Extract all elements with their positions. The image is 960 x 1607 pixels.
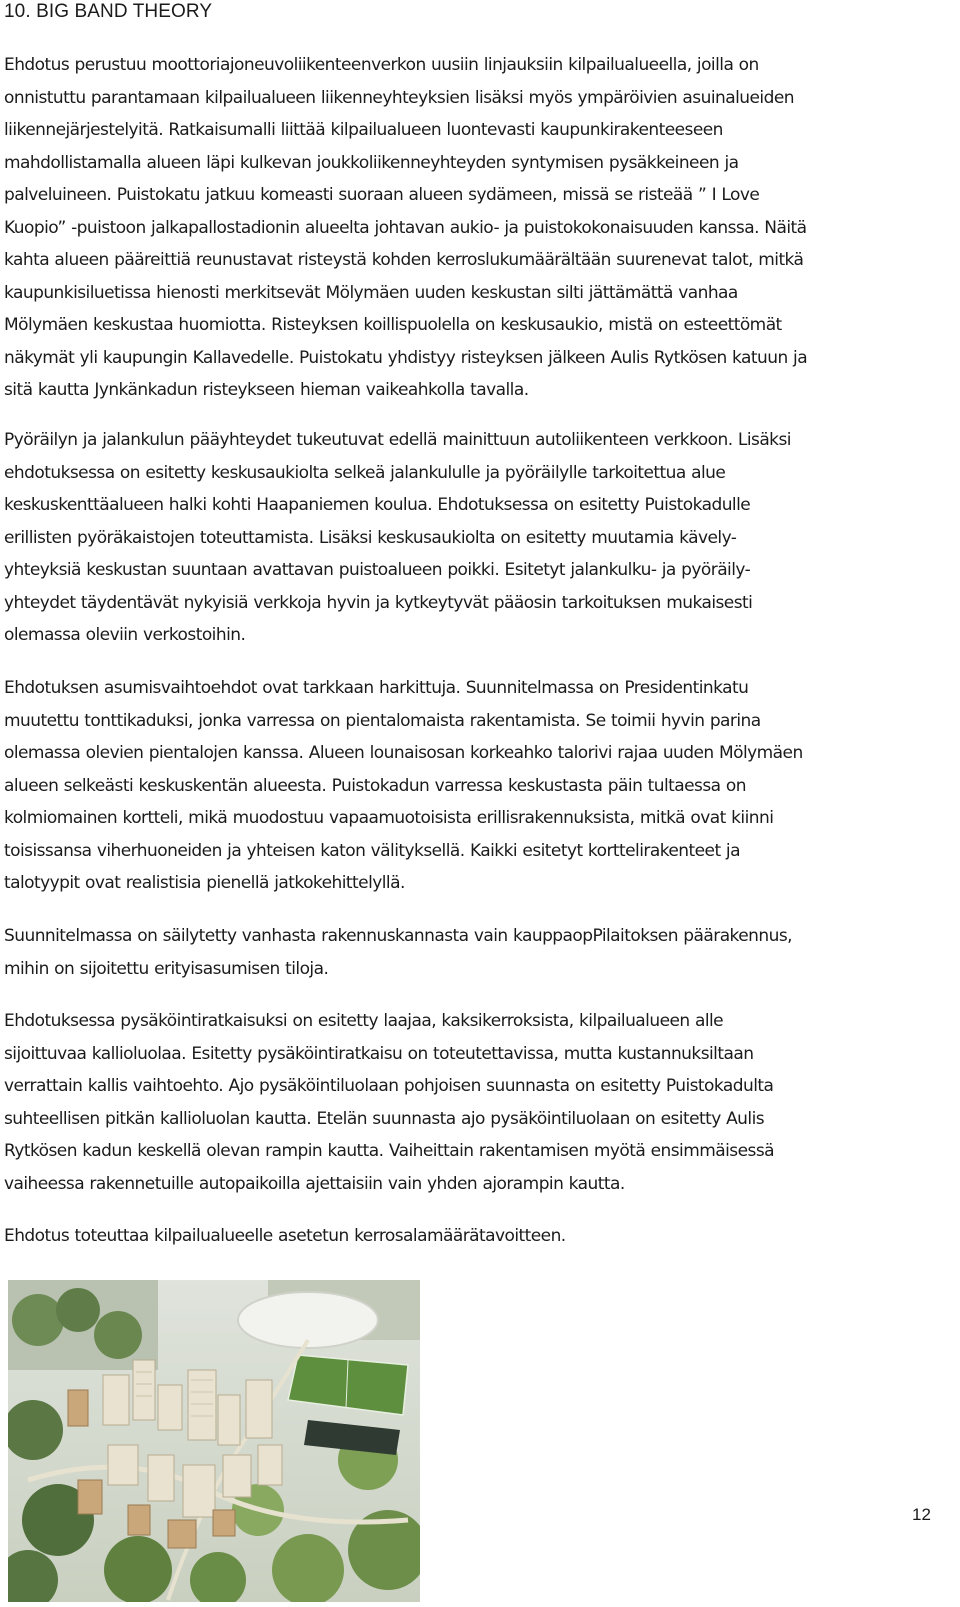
- paragraph-housing: [4, 672, 944, 900]
- text-line: olemassa olevien pientalojen kanssa. Alueen lounaisosan korkeahko talorivi rajaa uuden Mölymäen: [4, 743, 803, 763]
- text-line: Kuopio” -puistoon jalkapallostadionin alueelta johtavan aukio- ja puistokokonaisuuden kanssa. Näitä: [4, 217, 807, 238]
- text-line: Suunnitelmassa on säilytetty vanhasta rakennuskannasta vain kauppaopPilaitoksen päärakennus,: [4, 926, 792, 946]
- text-line: Ehdotus perustuu moottoriajoneuvoliikenteenverkon uusiin linjauksiin kilpailualueella, joilla on: [4, 55, 759, 75]
- paragraph-cycling: [4, 424, 944, 652]
- text-line: mihin on sijoitettu erityisasumisen tiloja.: [4, 958, 329, 979]
- text-line: Ehdotus toteuttaa kilpailualueelle asetetun kerrosalamäärätavoitteen.: [4, 1226, 566, 1246]
- text-line: olemassa oleviin verkostoihin.: [4, 625, 246, 645]
- text-line: verrattain kallis vaihtoehto. Ajo pysäköintiluolaan pohjoisen suunnasta on esitetty Puistokadulta: [4, 1076, 774, 1096]
- text-line: mahdollistamalla alueen läpi kulkevan joukkoliikenneyhteyden syntymisen pysäkkeineen ja: [4, 152, 739, 173]
- text-line: suhteellisen pitkän kallioluolan kautta. Etelän suunnasta ajo pysäköintiluolaan on esitetty Aulis: [4, 1108, 765, 1129]
- page-number: 12: [912, 1505, 931, 1524]
- text-line: Rytkösen kadun keskellä olevan rampin kautta. Vaiheittain rakentamisen myötä ensimmäisessä: [4, 1141, 774, 1161]
- text-line: palveluineen. Puistokatu jatkuu komeasti suoraan alueen sydämeen, missä se risteää ” I Love: [4, 185, 760, 205]
- text-line: kahta alueen pääreittiä reunustavat risteystä kohden kerroslukumäärältään suurenevat talot, mitkä: [4, 250, 804, 270]
- text-line: näkymät yli kaupungin Kallavedelle. Puistokatu yhdistyy risteyksen jälkeen Aulis Rytkösen katuun ja: [4, 347, 808, 368]
- paragraph-traffic: [4, 49, 944, 407]
- text-line: erillisten pyöräkaistojen toteuttamista. Lisäksi keskusaukiolta on esitetty muutamia kävely-: [4, 527, 737, 548]
- aerial-rendering-graphic: [8, 1280, 420, 1602]
- text-line: talotyypit ovat realistisia pienellä jatkokehittelyllä.: [4, 873, 405, 893]
- text-line: Mölymäen keskustaa huomiotta. Risteyksen koillispuolella on keskusaukio, mistä on esteettömät: [4, 315, 782, 335]
- paragraph-preservation: [4, 920, 944, 985]
- paragraph-parking: [4, 1005, 944, 1200]
- text-line: onnistuttu parantamaan kilpailualueen liikenneyhteyksien lisäksi myös ympäröivien asuinalueiden: [4, 87, 794, 108]
- text-line: toisissansa viherhuoneiden ja yhteisen katon välityksellä. Kaikki esitetyt korttelirakenteet ja: [4, 840, 740, 861]
- text-line: Ehdotuksessa pysäköintiratkaisuksi on esitetty laajaa, kaksikerroksista, kilpailualueen alle: [4, 1011, 724, 1031]
- text-line: yhteydet täydentävät nykyisiä verkkoja hyvin ja kytkeytyvät pääosin tarkoituksen mukaisesti: [4, 592, 753, 613]
- text-line: ehdotuksessa on esitetty keskusaukiolta selkeä jalankululle ja pyöräilylle tarkoitettua alue: [4, 462, 726, 483]
- text-line: yhteyksiä keskustan suuntaan avattavan puistoalueen poikki. Esitetyt jalankulku- ja pyöräily-: [4, 560, 751, 580]
- section-heading: 10. BIG BAND THEORY: [4, 1, 213, 22]
- text-line: Pyöräilyn ja jalankulun pääyhteydet tukeutuvat edellä mainittuun autoliikenteen verkkoon. Lisäksi: [4, 430, 791, 450]
- paragraph-conclusion: [4, 1220, 944, 1253]
- text-line: alueen selkeästi keskuskentän alueesta. Puistokadun varressa keskustasta päin tultaessa on: [4, 775, 746, 796]
- text-line: liikennejärjestelyitä. Ratkaisumalli liittää kilpailualueen luontevasti kaupunkirakenteeseen: [4, 120, 723, 140]
- text-line: muutettu tonttikaduksi, jonka varressa on pientalomaista rakentamista. Se toimii hyvin parina: [4, 710, 761, 731]
- text-line: kolmiomainen kortteli, mikä muodostuu vapaamuotoisista erillisrakennuksista, mitkä ovat kiinni: [4, 808, 774, 828]
- aerial-rendering-image: [8, 1280, 420, 1602]
- text-line: vaiheessa rakennetuille autopaikoilla ajettaisiin vain yhden ajorampin kautta.: [4, 1173, 625, 1194]
- text-line: sitä kautta Jynkänkadun risteykseen hieman vaikeahkolla tavalla.: [4, 380, 529, 400]
- text-line: sijoittuvaa kallioluolaa. Esitetty pysäköintiratkaisu on toteutettavissa, mutta kustannuksiltaan: [4, 1043, 754, 1064]
- text-line: kaupunkisiluetissa hienosti merkitsevät Mölymäen uuden keskustan silti jättämättä vanhaa: [4, 282, 738, 303]
- text-line: Ehdotuksen asumisvaihtoehdot ovat tarkkaan harkittuja. Suunnitelmassa on Presidentinkatu: [4, 678, 749, 698]
- text-line: keskuskenttäalueen halki kohti Haapaniemen koulua. Ehdotuksessa on esitetty Puistokadulle: [4, 495, 751, 515]
